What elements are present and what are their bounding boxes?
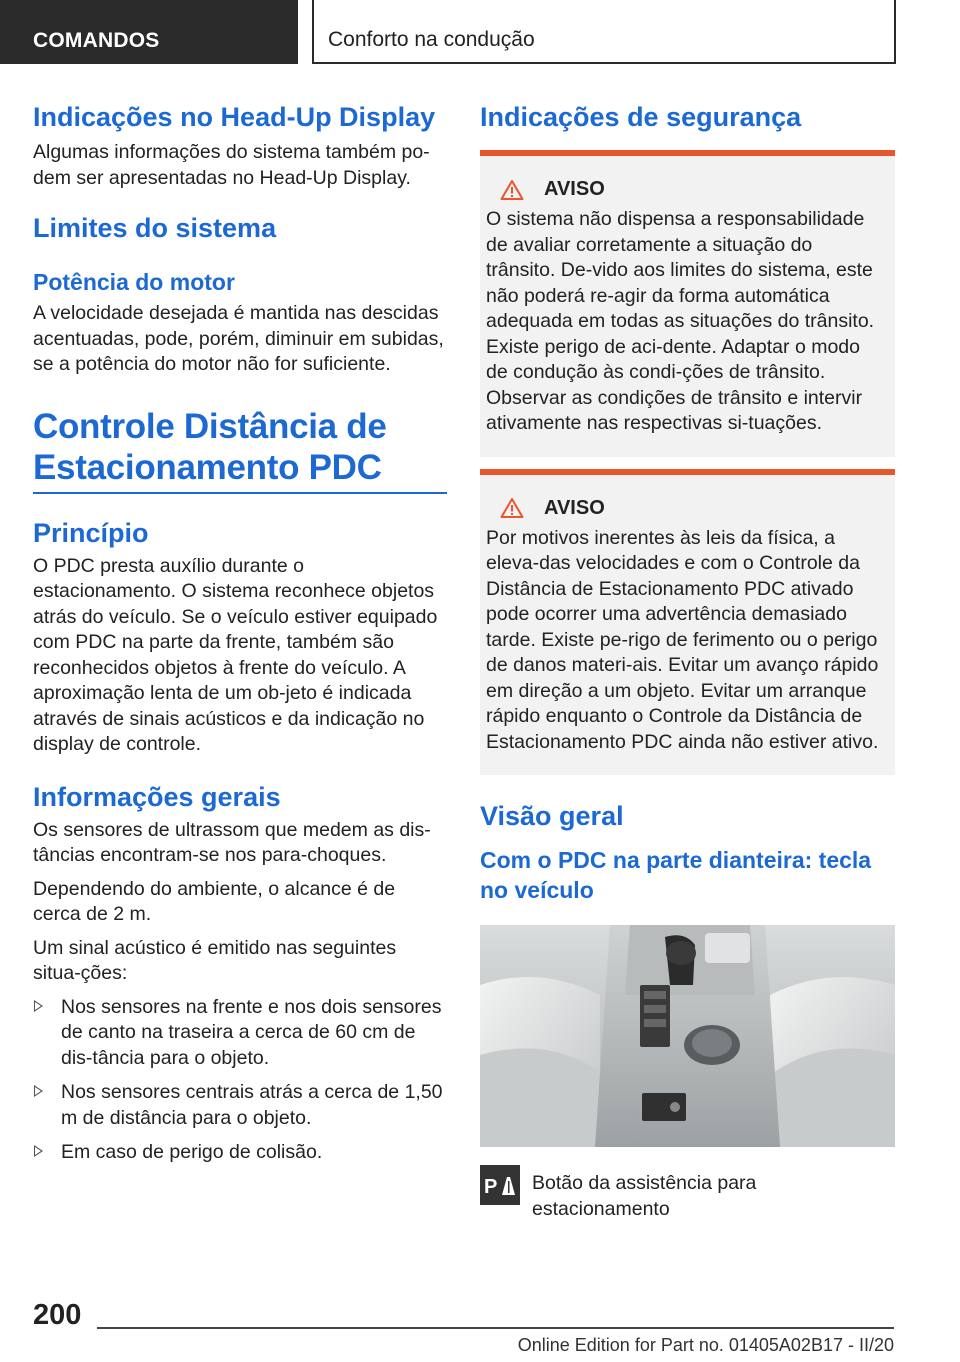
hud-heading: Indicações no Head-Up Display (33, 102, 436, 132)
warning-triangle-icon (500, 497, 524, 519)
right-column (480, 100, 895, 1222)
center-console-photo (480, 925, 895, 1147)
list-item: Em caso de perigo de colisão. (33, 1140, 447, 1166)
general-text-1: Os sensores de ultrassom que medem as dis-tâncias encontram-se nos para-choques. (33, 818, 431, 866)
power-heading: Potência do motor (33, 269, 235, 295)
section-tab: COMANDOS (0, 0, 298, 64)
svg-text:P: P (484, 1176, 498, 1198)
park-assist-button-icon (480, 1165, 520, 1205)
warning-label: AVISO (544, 496, 605, 519)
principle-heading: Princípio (33, 517, 149, 548)
limits-heading: Limites do sistema (33, 213, 277, 243)
list-item: Nos sensores centrais atrás a cerca de 1,50 m de distância para o objeto. (33, 1080, 447, 1131)
front-pdc-heading: Com o PDC na parte dianteira: tecla no veículo (480, 847, 872, 903)
situations-list (33, 995, 447, 1166)
general-text-2: Dependendo do ambiente, o alcance é de cerca de 2 m. (33, 877, 396, 925)
safety-heading: Indicações de segurança (480, 102, 802, 132)
pdc-heading-block (33, 406, 447, 494)
warning-box-1 (480, 150, 895, 457)
warning-text: Por motivos inerentes às leis da física, a eleva-das velocidades e com o Controle da Distância de Estacionamento PDC ativado pode ocorrer uma advertência demasiado tarde. Existe pe-rigo de ferimento ou o perigo de danos materi-ais. Evitar um avanço rápido em direção a um objeto. Evitar um arranque rápido enquanto o Controle da Distância de Estacionamento PDC ainda não estiver ativo. (486, 526, 879, 753)
warning-triangle-icon (500, 179, 524, 201)
caption-row (480, 1165, 895, 1222)
footer-divider (97, 1327, 894, 1329)
triangle-bullet-icon (34, 1000, 43, 1012)
warning-box-2 (480, 469, 895, 776)
caption-text: Botão da assistência para estacionamento (532, 1172, 757, 1220)
overview-heading: Visão geral (480, 801, 624, 831)
general-text-3: Um sinal acústico é emitido nas seguintes situa-ções: (33, 936, 397, 984)
hud-text: Algumas informações do sistema também po-dem ser apresentadas no Head-Up Display. (33, 141, 430, 189)
list-item: Nos sensores na frente e nos dois sensores de canto na traseira a cerca de 60 cm de dis-tância para o objeto. (33, 995, 447, 1072)
footer-edition: Online Edition for Part no. 01405A02B17 - II/20 (517, 1335, 894, 1355)
triangle-bullet-icon (34, 1145, 43, 1157)
left-column (33, 100, 447, 1175)
page-number: 200 (33, 1299, 82, 1331)
chapter-tab: Conforto na condução (312, 0, 896, 64)
warning-label: AVISO (544, 178, 605, 200)
pdc-heading: Controle Distância de Estacionamento PDC (33, 406, 387, 487)
principle-text: O PDC presta auxílio durante o estacionamento. O sistema reconhece objetos atrás do veículo. Se o veículo estiver equipado com PDC na parte da frente, também são reconhecidos objetos à frente do veículo. A aproximação lenta de um ob-jeto é indicada através de sinais acústicos e da indicação no display de controle. (33, 554, 438, 755)
power-text: A velocidade desejada é mantida nas descidas acentuadas, pode, porém, diminuir em subidas, se a potência do motor não for suficiente. (33, 302, 444, 375)
general-heading: Informações gerais (33, 781, 281, 812)
triangle-bullet-icon (34, 1085, 43, 1097)
warning-text: O sistema não dispensa a responsabilidade de avaliar corretamente a situação do trânsito. De-vido aos limites do sistema, este não poderá re-agir da forma automática adequada em todas as situações do trânsito. Existe perigo de aci-dente. Adaptar o modo de condução às condi-ções de trânsito. Observar as condições de trânsito e intervir ativamente nas respectivas si-tuações. (486, 208, 875, 434)
